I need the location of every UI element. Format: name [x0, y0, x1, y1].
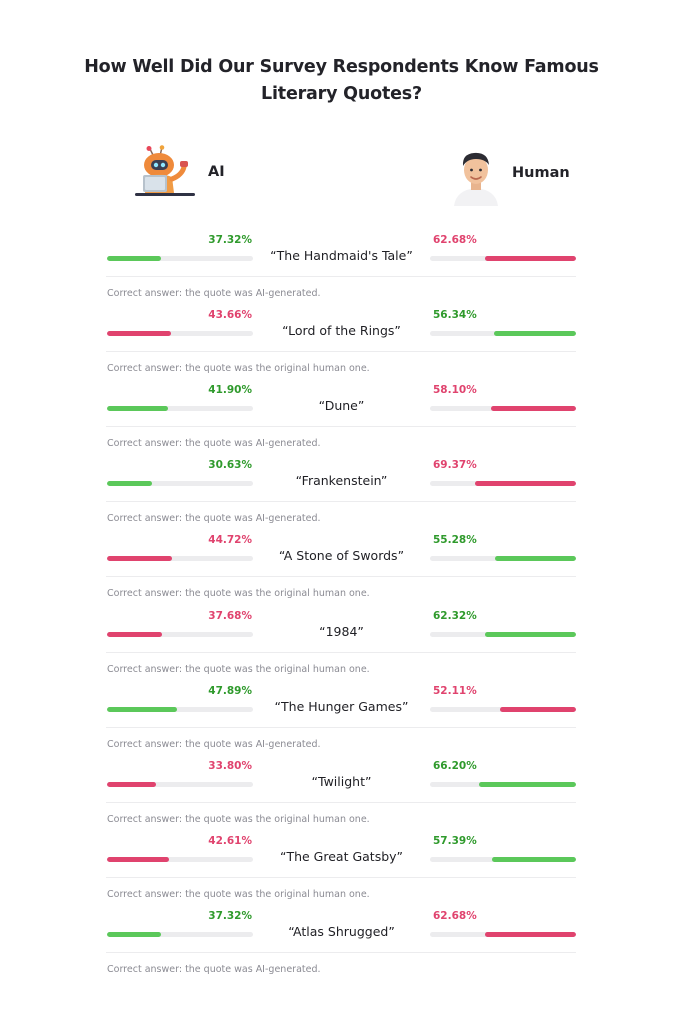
ai-bar-track — [107, 632, 253, 637]
human-percent-label: 66.20% — [433, 759, 477, 772]
human-percent-label: 57.39% — [433, 834, 477, 847]
human-percent-label: 62.68% — [433, 234, 477, 246]
ai-percent-label: 43.66% — [208, 309, 252, 322]
ai-percent-label: 41.90% — [208, 384, 252, 397]
quote-row — [0, 685, 683, 760]
ai-percent-label: 37.32% — [208, 909, 252, 922]
quote-row — [0, 835, 683, 910]
row-divider — [106, 727, 576, 728]
correct-answer-note — [107, 438, 321, 449]
human-bar-track — [430, 406, 576, 411]
correct-answer-prefix: Correct answer — [107, 813, 179, 825]
row-divider — [106, 802, 576, 803]
correct-answer-prefix: Correct answer — [107, 363, 179, 375]
correct-answer-note — [107, 363, 370, 374]
correct-answer-text: : the quote was the original human one. — [178, 363, 370, 375]
ai-bar — [107, 406, 168, 411]
quote-row — [0, 384, 683, 459]
ai-bar-track — [107, 932, 253, 937]
correct-answer-note — [107, 513, 321, 524]
correct-answer-note — [107, 739, 321, 750]
human-percent-label: 69.37% — [433, 459, 477, 472]
quote-row — [0, 760, 683, 835]
row-divider — [106, 501, 576, 502]
quote-row — [0, 234, 683, 309]
human-bar-track — [430, 932, 576, 937]
quote-row — [0, 910, 683, 985]
ai-percent-label: 30.63% — [208, 459, 252, 472]
correct-answer-prefix: Correct answer — [107, 513, 179, 525]
quote-row — [0, 610, 683, 685]
ai-bar-track — [107, 857, 253, 862]
correct-answer-note — [107, 964, 321, 975]
human-bar — [492, 857, 576, 862]
correct-answer-text: : the quote was AI-generated. — [178, 963, 321, 975]
quote-title: “Frankenstein” — [295, 473, 388, 489]
correct-answer-text: : the quote was the original human one. — [178, 588, 370, 600]
ai-percent-label: 47.89% — [208, 684, 252, 697]
row-divider — [106, 426, 576, 427]
quote-row — [0, 534, 683, 609]
row-divider — [106, 276, 576, 277]
human-bar-track — [430, 331, 576, 336]
correct-answer-text: : the quote was AI-generated. — [178, 513, 321, 525]
human-bar-track — [430, 707, 576, 712]
row-divider — [106, 351, 576, 352]
human-bar — [485, 632, 576, 637]
human-bar — [500, 707, 576, 712]
human-bar — [475, 481, 576, 486]
human-bar-track — [430, 556, 576, 561]
ai-legend-label: AI — [208, 164, 225, 180]
human-bar-track — [430, 481, 576, 486]
quote-title: “Twilight” — [311, 773, 372, 789]
quote-title: “The Great Gatsby” — [279, 848, 404, 864]
human-percent-label: 62.32% — [433, 609, 477, 622]
ai-bar — [107, 331, 171, 336]
human-bar — [495, 556, 576, 561]
correct-answer-text: : the quote was AI-generated. — [178, 288, 321, 299]
correct-answer-prefix: Correct answer — [107, 288, 179, 299]
correct-answer-note — [107, 288, 321, 299]
ai-bar — [107, 932, 161, 937]
quote-title: “1984” — [319, 623, 364, 639]
row-divider — [106, 952, 576, 953]
ai-percent-label: 33.80% — [208, 759, 252, 772]
human-bar — [485, 256, 577, 261]
ai-bar-track — [107, 556, 253, 561]
correct-answer-text: : the quote was the original human one. — [178, 813, 370, 825]
human-percent-label: 52.11% — [433, 684, 477, 697]
ai-bar-track — [107, 406, 253, 411]
robot-icon — [132, 145, 202, 203]
ai-bar — [107, 256, 161, 261]
ai-percent-label: 37.32% — [208, 234, 252, 246]
human-percent-label: 55.28% — [433, 534, 477, 547]
human-percent-label: 56.34% — [433, 309, 477, 322]
human-percent-label: 62.68% — [433, 909, 477, 922]
human-avatar-icon — [450, 148, 502, 206]
correct-answer-text: : the quote was AI-generated. — [178, 438, 321, 450]
correct-answer-prefix: Correct answer — [107, 588, 179, 600]
human-bar — [479, 782, 576, 787]
ai-bar-track — [107, 256, 253, 261]
human-bar-track — [430, 782, 576, 787]
ai-bar — [107, 707, 177, 712]
correct-answer-note — [107, 588, 370, 599]
human-bar-track — [430, 857, 576, 862]
ai-bar — [107, 632, 162, 637]
ai-percent-label: 42.61% — [208, 834, 252, 847]
human-bar — [494, 331, 576, 336]
human-bar — [491, 406, 576, 411]
quote-title: “Atlas Shrugged” — [288, 923, 395, 939]
correct-answer-text: : the quote was the original human one. — [178, 663, 370, 675]
ai-bar — [107, 857, 169, 862]
ai-bar — [107, 481, 152, 486]
correct-answer-prefix: Correct answer — [107, 738, 179, 750]
ai-bar-track — [107, 331, 253, 336]
ai-bar-track — [107, 782, 253, 787]
correct-answer-text: : the quote was AI-generated. — [178, 738, 321, 750]
human-legend-label: Human — [512, 165, 570, 181]
ai-percent-label: 44.72% — [208, 534, 252, 547]
ai-bar — [107, 782, 156, 787]
ai-bar-track — [107, 707, 253, 712]
correct-answer-note — [107, 889, 370, 900]
human-bar — [485, 932, 577, 937]
ai-bar-track — [107, 481, 253, 486]
ai-bar — [107, 556, 172, 561]
quote-row — [0, 309, 683, 384]
correct-answer-prefix: Correct answer — [107, 888, 179, 900]
correct-answer-prefix: Correct answer — [107, 663, 179, 675]
row-divider — [106, 576, 576, 577]
chart-title: How Well Did Our Survey Respondents Know Famous Literary Quotes? — [84, 57, 599, 104]
quote-title: “Dune” — [318, 398, 365, 414]
human-bar-track — [430, 632, 576, 637]
ai-percent-label: 37.68% — [208, 609, 252, 622]
correct-answer-prefix: Correct answer — [107, 963, 179, 975]
quote-title: “The Handmaid's Tale” — [270, 248, 413, 263]
quote-title: “A Stone of Swords” — [278, 548, 405, 564]
correct-answer-prefix: Correct answer — [107, 438, 179, 450]
human-bar-track — [430, 256, 576, 261]
correct-answer-text: : the quote was the original human one. — [178, 888, 370, 900]
correct-answer-note — [107, 664, 370, 675]
human-percent-label: 58.10% — [433, 384, 477, 397]
quote-title: “The Hunger Games” — [274, 698, 409, 714]
quote-title: “Lord of the Rings” — [282, 323, 401, 339]
quote-row — [0, 459, 683, 534]
correct-answer-note — [107, 814, 370, 825]
row-divider — [106, 877, 576, 878]
row-divider — [106, 652, 576, 653]
